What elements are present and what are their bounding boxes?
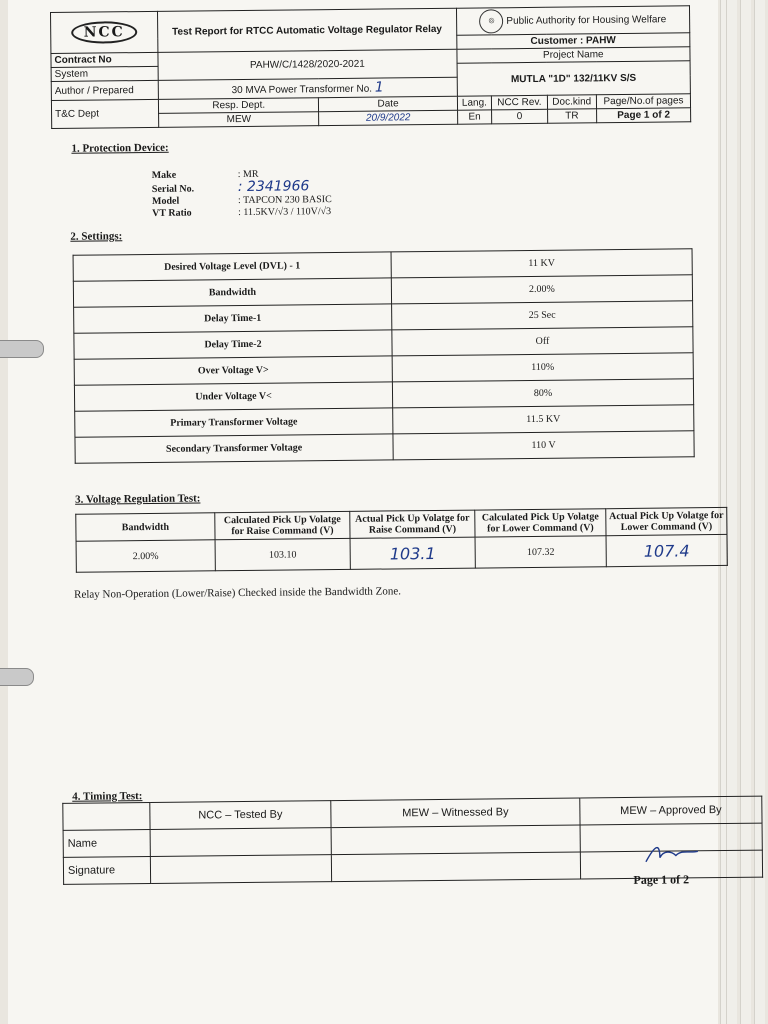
voltage-regulation-table — [75, 507, 728, 573]
author-label: Author / Prepared — [51, 80, 158, 100]
table-row: Over Voltage V> 110% — [74, 353, 693, 385]
table-row: Signature — [63, 850, 762, 884]
voltage-test-heading: 3. Voltage Regulation Test: — [75, 492, 201, 506]
date-value: 20/9/2022 — [319, 110, 457, 125]
binder-ring — [0, 668, 34, 686]
resp-dept-label: Resp. Dept. — [158, 98, 319, 114]
pahw-logo: ◎ Public Authority for Housing Welfare — [456, 6, 690, 35]
table-header-row: NCC – Tested By MEW – Witnessed By MEW – Approved By — [63, 796, 762, 830]
approver-signature — [580, 850, 762, 879]
ncc-rev: 0 — [492, 109, 547, 124]
transformer-no: 1 — [374, 79, 384, 96]
system-value: 30 MVA Power Transformer No. 1 — [158, 77, 457, 99]
ncc-rev-label: NCC Rev. — [492, 95, 547, 110]
pahw-seal-icon: ◎ — [479, 9, 503, 33]
settings-table — [73, 248, 695, 463]
make-row: Make : MR — [151, 168, 259, 181]
ncc-logo: NCC — [51, 11, 158, 53]
timing-test-heading: 4. Timing Test: — [72, 790, 143, 803]
tc-dept-label: T&C Dept — [51, 99, 158, 128]
signature-table — [62, 796, 763, 885]
project-name: MUTLA "1D" 132/11KV S/S — [457, 61, 691, 96]
report-header — [50, 5, 691, 129]
table-row: Name — [63, 823, 762, 857]
bandwidth-note: Relay Non-Operation (Lower/Raise) Checked inside the Bandwidth Zone. — [74, 585, 402, 601]
doc-kind: TR — [547, 109, 597, 124]
contract-no: PAHW/C/1428/2020-2021 — [158, 49, 457, 80]
table-row: Bandwidth 2.00% — [73, 275, 692, 307]
table-row: Primary Transformer Voltage 11.5 KV — [75, 405, 694, 437]
signature-icon — [642, 841, 702, 866]
protection-device-info — [152, 164, 692, 220]
table-row: Desired Voltage Level (DVL) - 1 11 KV — [73, 249, 692, 281]
date-label: Date — [319, 96, 457, 111]
page-number: Page 1 of 2 — [597, 108, 691, 123]
settings-heading: 2. Settings: — [70, 230, 123, 243]
lang: En — [457, 110, 492, 124]
customer-name: Customer : PAHW — [456, 33, 689, 49]
lang-label: Lang. — [457, 96, 492, 110]
binder-ring — [0, 340, 44, 358]
page-footer: Page 1 of 2 — [633, 872, 690, 887]
table-row: Delay Time-1 25 Sec — [74, 301, 693, 333]
table-row: Secondary Transformer Voltage 110 V — [75, 431, 694, 463]
table-header-row: Bandwidth Calculated Pick Up Volatge for Raise Command (V) Actual Pick Up Volatge for Raise Command (V) Calculated Pick Up Volatge for Lower Command (V) Actual Pick Up Volatge for Lower Command (V) — [76, 507, 727, 541]
serial-row: Serial No. : 2341966 — [151, 178, 310, 196]
table-row: Delay Time-2 Off — [74, 327, 693, 359]
pages-label: Page/No.of pages — [596, 94, 690, 109]
table-row: 2.00% 103.10 103.1 107.32 107.4 — [76, 534, 727, 572]
protection-heading: 1. Protection Device: — [71, 141, 169, 155]
resp-dept: MEW — [159, 112, 320, 128]
project-name-label: Project Name — [457, 47, 690, 63]
report-sheet — [50, 5, 724, 894]
system-label: System — [51, 66, 158, 81]
vt-ratio-row: VT Ratio : 11.5KV/√3 / 110V/√3 — [152, 206, 332, 219]
table-row: Under Voltage V< 80% — [74, 379, 693, 411]
contract-label: Contract No — [51, 52, 158, 67]
model-row: Model : TAPCON 230 BASIC — [151, 194, 332, 207]
report-title: Test Report for RTCC Automatic Voltage Regulator Relay — [157, 8, 456, 52]
doc-kind-label: Doc.kind — [547, 95, 597, 110]
